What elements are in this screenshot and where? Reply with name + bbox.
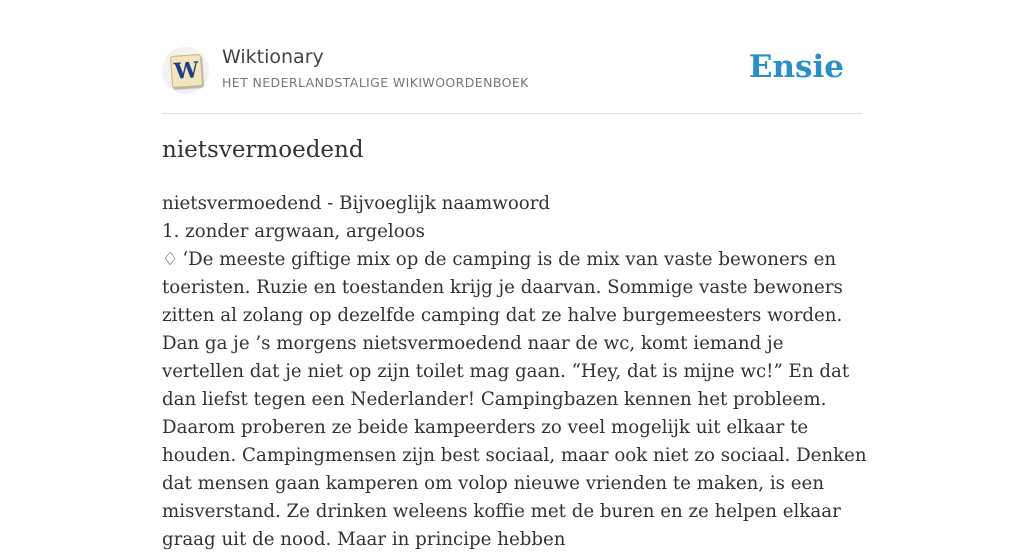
logo-tile xyxy=(170,54,203,88)
example-text: ‘De meeste giftige mix op de camping is de mix van vaste bewoners en toeristen. Ruzie en toestanden krijg je daarvan. Sommige vaste bewoners zitten al zolang op dezelfde camping dat ze halve burgemeesters worden. Dan ga je ’s morgens nietsvermoedend naar de wc, komt iemand je vertellen dat je niet op zijn toilet mag gaan. “Hey, dat is mijne wc!” En dat dan liefst tegen een Nederlander! Campingbazen kennen het probleem. Daarom proberen ze beide kampeerders zo veel mogelijk uit elkaar te houden. Campingmensen zijn best sociaal, maar ook niet zo sociaal. Denken dat mensen gaan kamperen om volop nieuwe vrienden te maken, is een misverstand. Ze drinken weleens koffie met de buren en ze helpen elkaar graag uit de nood. Maar in principe hebben xyxy=(162,249,867,550)
ensie-brand-logo[interactable]: Ensie xyxy=(748,49,844,85)
site-header xyxy=(162,0,862,114)
wiktionary-logo-icon[interactable] xyxy=(162,47,209,94)
entry-definition: 1. zonder argwaan, argeloos xyxy=(162,221,425,242)
quote-diamond-icon: ♢ xyxy=(162,249,179,270)
site-subtitle: HET NEDERLANDSTALIGE WIKIWOORDENBOEK xyxy=(222,75,529,90)
page xyxy=(162,0,867,550)
page-title: nietsvermoedend xyxy=(162,137,364,163)
entry-example xyxy=(162,246,867,554)
site-title[interactable]: Wiktionary xyxy=(222,46,324,68)
logo-letter: W xyxy=(173,57,200,85)
entry-heading-line: nietsvermoedend - Bijvoeglijk naamwoord xyxy=(162,193,551,214)
dictionary-entry xyxy=(162,190,867,554)
